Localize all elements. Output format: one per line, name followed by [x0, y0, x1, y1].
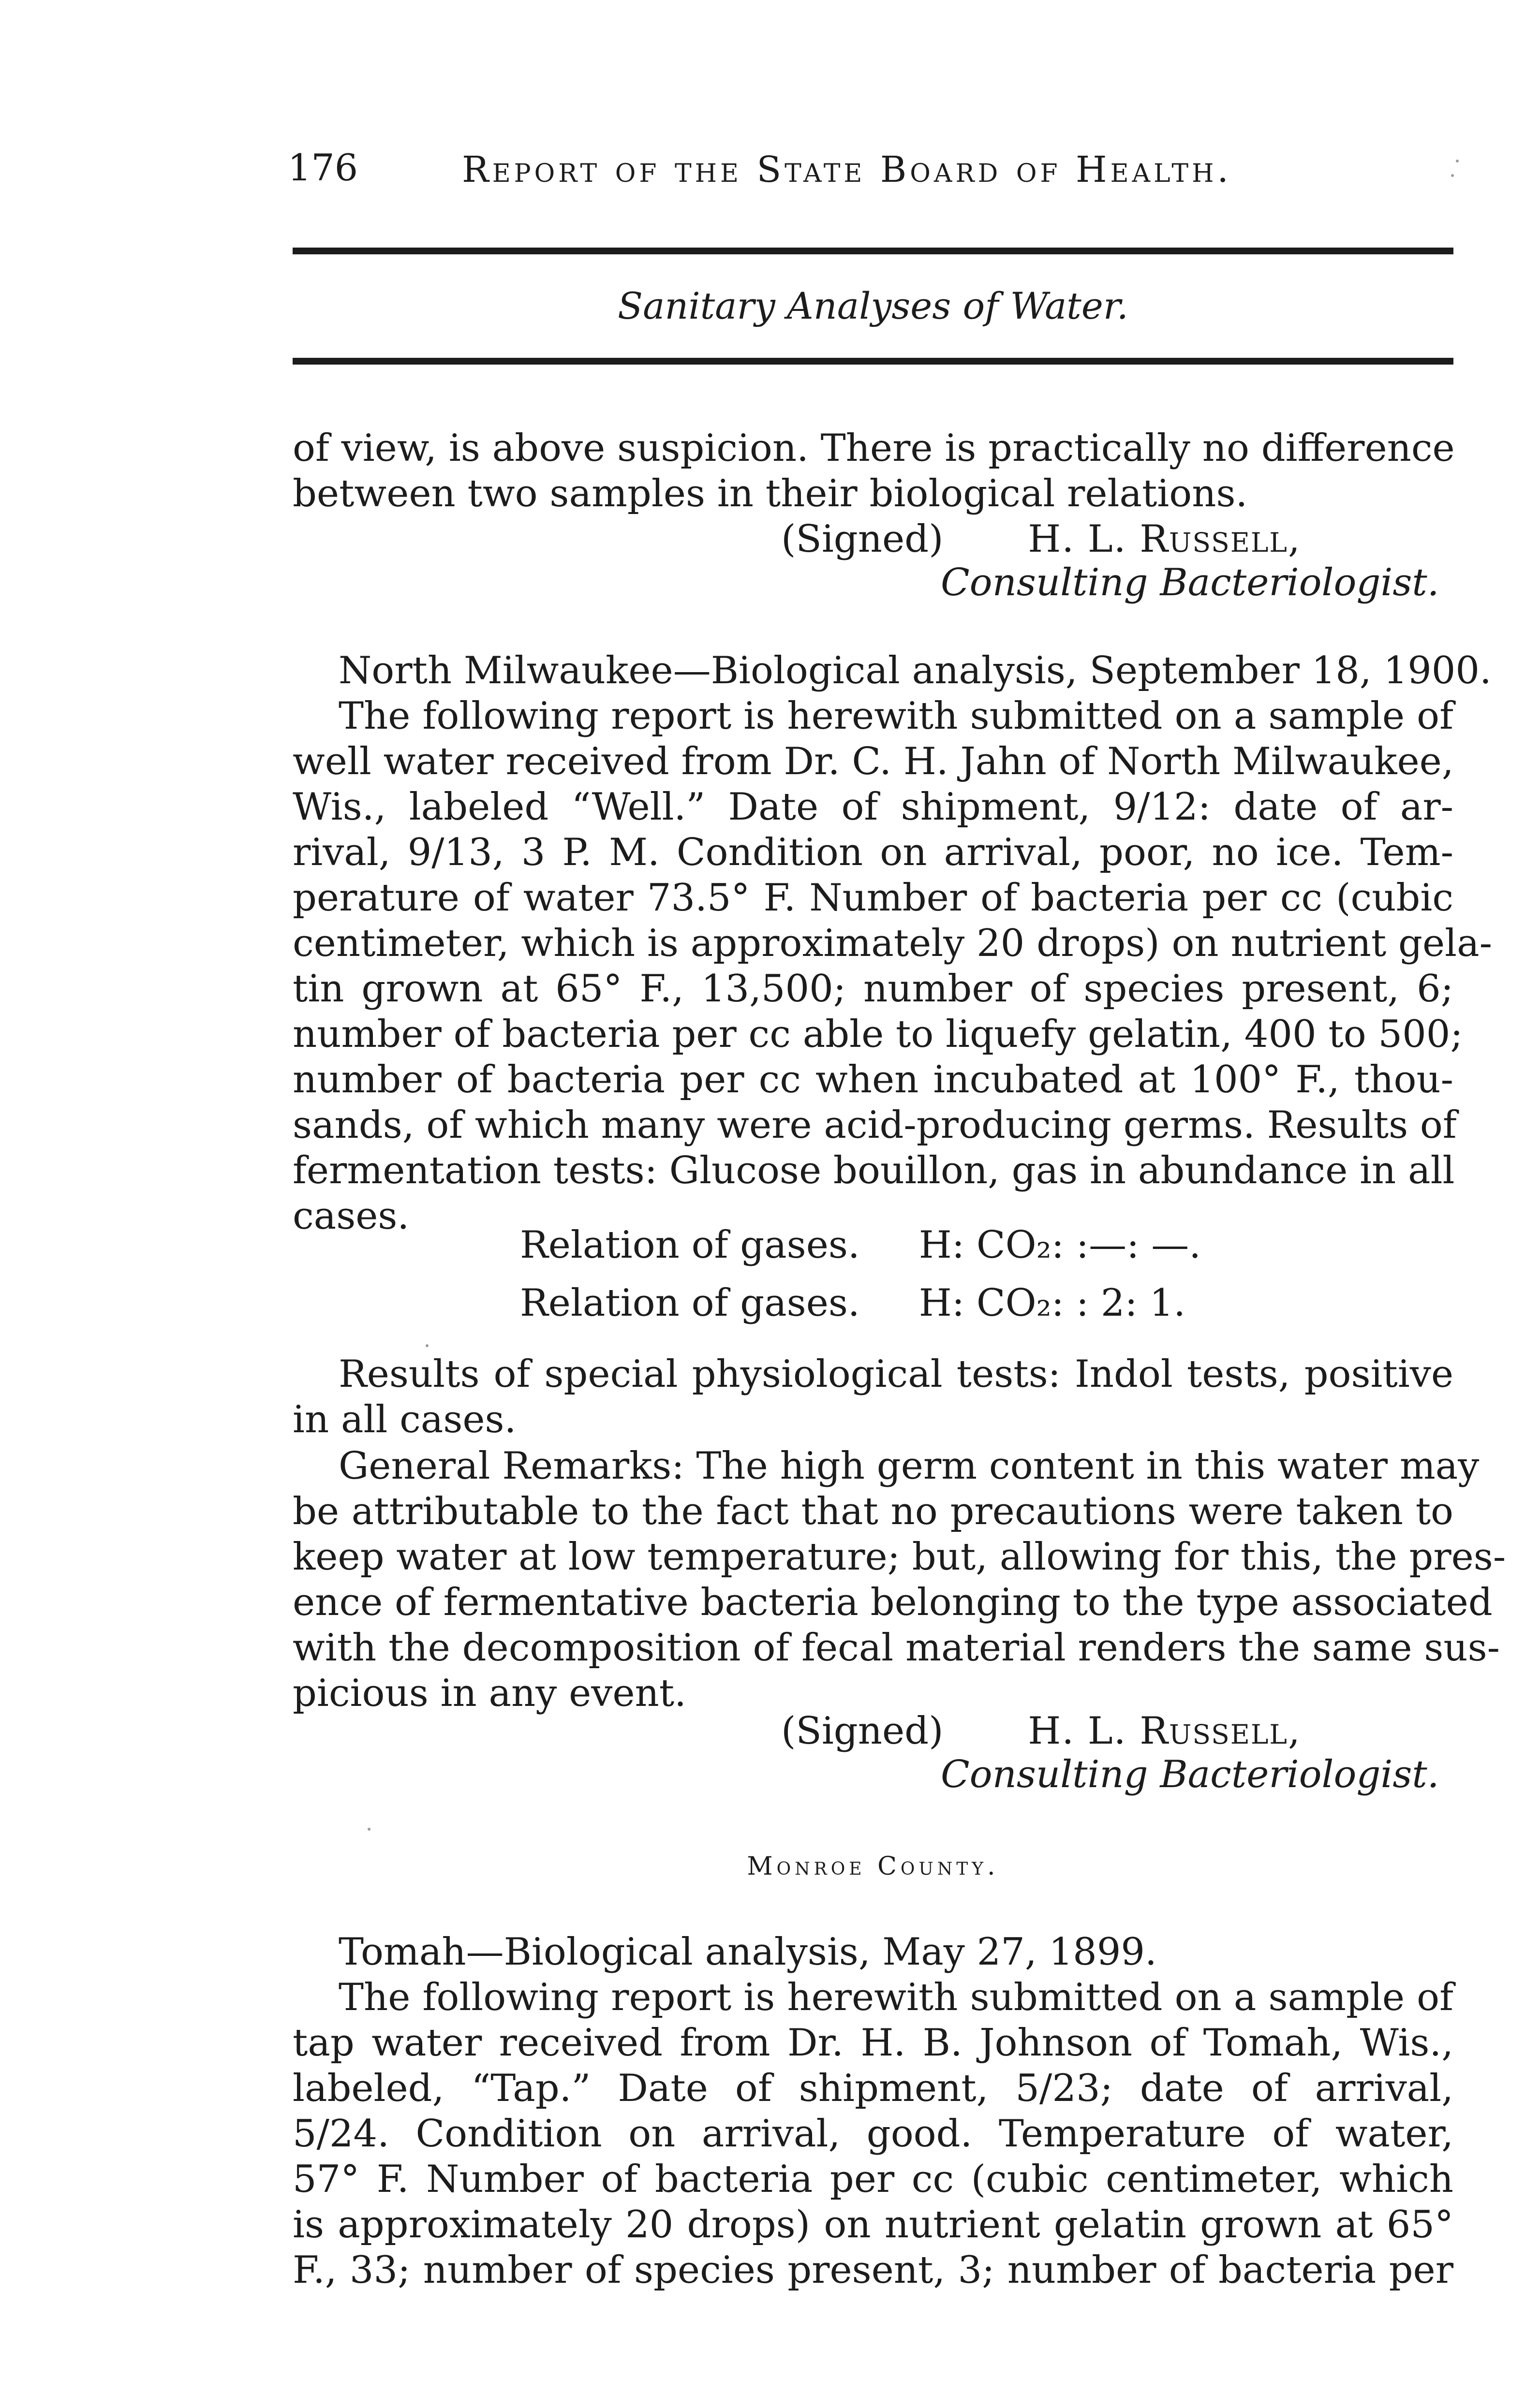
- text-line: number of bacteria per cc able to liquefy gelatin, 400 to 500;: [293, 1013, 1463, 1056]
- text-line: rival, 9/13, 3 P. M. Condition on arrival, poor, no ice. Tem-: [293, 831, 1453, 874]
- text-line: sands, of which many were acid-producing germs. Results of: [293, 1103, 1457, 1147]
- page-number: 176: [288, 146, 358, 189]
- text-line: tap water received from Dr. H. B. Johnson of Tomah, Wis.,: [293, 2021, 1453, 2065]
- text-line: in all cases.: [293, 1398, 517, 1441]
- text-line: fermentation tests: Glucose bouillon, gas in abundance in all: [293, 1149, 1455, 1192]
- special-tests-paragraph: [293, 1351, 1453, 1442]
- report-heading: Tomah—Biological analysis, May 27, 1899.: [339, 1930, 1157, 1974]
- scan-speck: [368, 1828, 370, 1831]
- text-line: tin grown at 65° F., 13,500; number of species present, 6;: [293, 967, 1453, 1011]
- text-line: number of bacteria per cc when incubated at 100° F., thou-: [293, 1058, 1453, 1101]
- continued-paragraph: [293, 426, 1453, 516]
- text-line: keep water at low temperature; but, allowing for this, the pres-: [293, 1535, 1506, 1579]
- text-line: centimeter, which is approximately 20 drops) on nutrient gela-: [293, 922, 1492, 965]
- text-line: F., 33; number of species present, 3; number of bacteria per: [293, 2248, 1453, 2292]
- text-line: 57° F. Number of bacteria per cc (cubic centimeter, which: [293, 2158, 1453, 2201]
- text-line: The following report is herewith submitted on a sample of: [339, 1976, 1453, 2019]
- header-rule-bottom: [293, 358, 1453, 365]
- signature-block: [781, 1709, 1301, 1753]
- section-title: Sanitary Analyses of Water.: [618, 284, 1128, 327]
- tomah-report: [293, 1929, 1453, 2293]
- text-line: The following report is herewith submitted on a sample of: [339, 694, 1453, 738]
- scan-speck: [1451, 174, 1454, 177]
- signatory-title: Consulting Bacteriologist.: [941, 561, 1439, 604]
- gas-relation-value: H: CO₂: :—: —.: [918, 1223, 1201, 1267]
- text-line: with the decomposition of fecal material renders the same sus-: [293, 1626, 1500, 1670]
- text-line: General Remarks: The high germ content in this water may: [339, 1444, 1480, 1488]
- text-line: Results of special physiological tests: Indol tests, positive: [339, 1352, 1453, 1396]
- gas-relation-value: H: CO₂: : 2: 1.: [918, 1281, 1186, 1325]
- text-line: of view, is above suspicion. There is practically no difference: [293, 426, 1455, 470]
- scan-speck: [426, 1344, 429, 1347]
- text-line: ence of fermentative bacteria belonging to the type associated: [293, 1581, 1493, 1624]
- signed-label: (Signed): [781, 1709, 944, 1753]
- text-line: well water received from Dr. C. H. Jahn of North Milwaukee,: [293, 740, 1454, 783]
- page-header: [288, 146, 1458, 204]
- signed-label: (Signed): [781, 517, 944, 561]
- signatory-title: Consulting Bacteriologist.: [941, 1753, 1439, 1796]
- text-line: labeled, “Tap.” Date of shipment, 5/23; date of arrival,: [293, 2067, 1453, 2110]
- gas-relation-label: Relation of gases.: [520, 1223, 860, 1267]
- text-line: 5/24. Condition on arrival, good. Temperature of water,: [293, 2112, 1453, 2156]
- header-rule-top: [293, 248, 1453, 254]
- north-milwaukee-report: [293, 648, 1492, 1239]
- text-line: picious in any event.: [293, 1672, 686, 1715]
- county-heading: Monroe County.: [747, 1852, 999, 1881]
- running-head: Report of the State Board of Health.: [462, 149, 1232, 191]
- gas-relation-row: [520, 1223, 1201, 1267]
- signatory-name: H. L. Russell,: [1028, 1709, 1301, 1753]
- gas-relation-row: [520, 1281, 1185, 1325]
- signatory-name: H. L. Russell,: [1028, 517, 1301, 561]
- signature-block: [781, 517, 1301, 561]
- text-line: Wis., labeled “Well.” Date of shipment, 9/12: date of ar-: [293, 785, 1453, 829]
- text-line: cases.: [293, 1194, 410, 1238]
- text-line: is approximately 20 drops) on nutrient gelatin grown at 65°: [293, 2203, 1453, 2246]
- gas-relation-label: Relation of gases.: [520, 1281, 860, 1325]
- text-line: be attributable to the fact that no precautions were taken to: [293, 1490, 1453, 1533]
- general-remarks-paragraph: [293, 1443, 1506, 1716]
- scan-speck: [1456, 160, 1459, 162]
- text-line: between two samples in their biological relations.: [293, 472, 1248, 515]
- report-heading: North Milwaukee—Biological analysis, September 18, 1900.: [339, 649, 1492, 692]
- text-line: perature of water 73.5° F. Number of bacteria per cc (cubic: [293, 876, 1453, 920]
